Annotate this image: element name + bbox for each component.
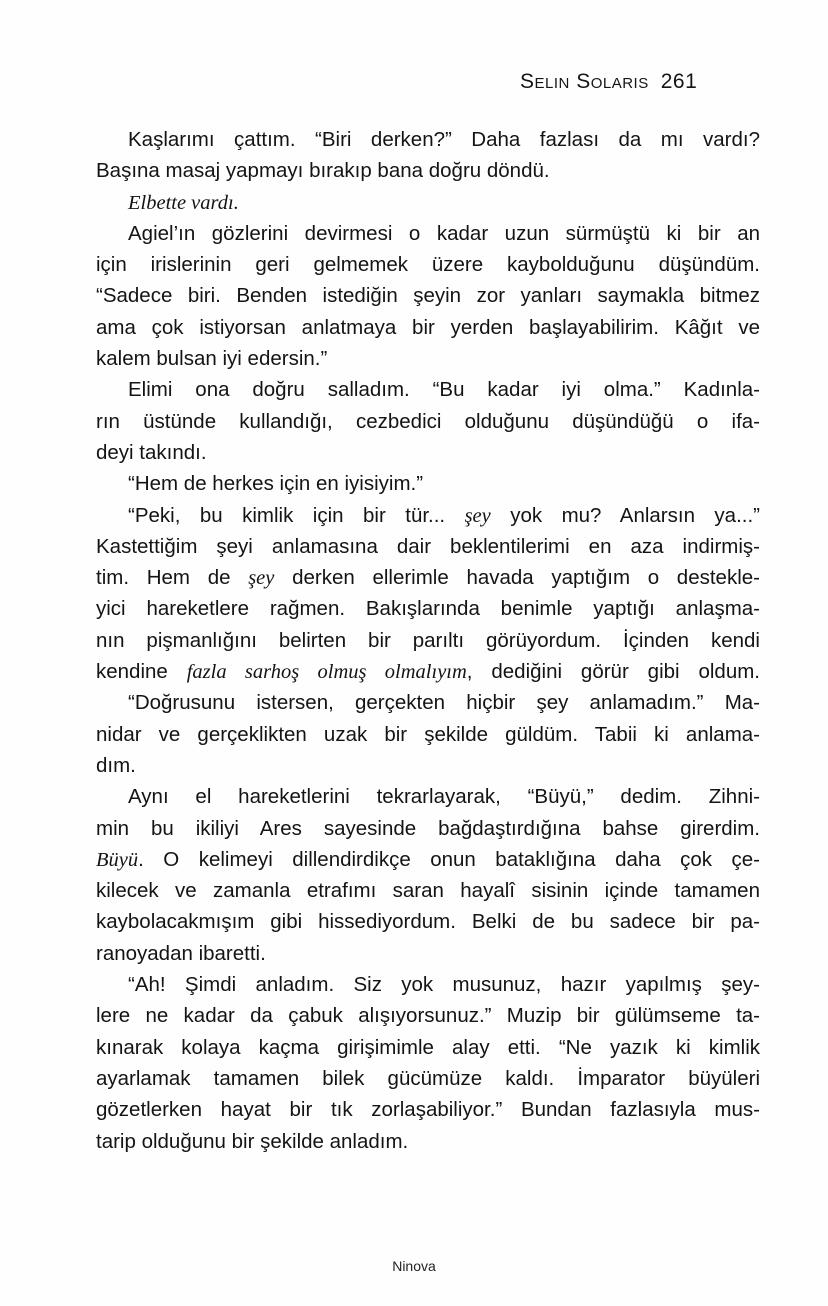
text-line: Kastettiğim şeyi anlamasına dair beklentilerimi en aza indirmiş- — [96, 534, 760, 558]
publisher-footer: Ninova — [392, 1258, 436, 1274]
emphasis-text: şey — [464, 504, 491, 527]
text-line: “Sadece biri. Benden istediğin şeyin zor yanları saymakla bitmez — [96, 284, 760, 308]
page-number: 261 — [660, 70, 698, 93]
text-line: tarip olduğunu bir şekilde anladım. — [96, 1129, 409, 1153]
text-line: “Peki, bu kimlik için bir tür... şey yok mu? Anlarsın ya...” — [128, 503, 760, 527]
text-line: gözetlerken hayat bir tık zorlaşabiliyor.” Bundan fazlasıyla mus- — [96, 1098, 760, 1122]
text-line: rın üstünde kullandığı, cezbedici olduğunu düşündüğü o ifa- — [96, 409, 760, 433]
text-line: “Doğrusunu istersen, gerçekten hiçbir şey anlamadım.” Ma- — [128, 691, 760, 715]
body-text — [96, 124, 760, 1157]
text-line: Başına masaj yapmayı bırakıp bana doğru döndü. — [96, 159, 550, 183]
text-line: Elimi ona doğru salladım. “Bu kadar iyi olma.” Kadınla- — [128, 378, 760, 402]
emphasis-text: Elbette vardı. — [128, 191, 239, 214]
text-line: Kaşlarımı çattım. “Biri derken?” Daha fazlası da mı vardı? — [128, 128, 760, 151]
text-line: min bu ikiliyi Ares sayesinde bağdaştırdığına bahse girerdim. — [96, 816, 760, 840]
text-line: dım. — [96, 753, 136, 777]
text-line: nın pişmanlığını belirten bir parıltı görüyordum. İçinden kendi — [96, 628, 760, 652]
text-line: Büyü. O kelimeyi dillendirdikçe onun bataklığına daha çok çe- — [96, 847, 760, 871]
text-line: “Ah! Şimdi anladım. Siz yok musunuz, hazır yapılmış şey- — [128, 973, 760, 997]
text-line: kendine fazla sarhoş olmuş olmalıyım, dediğini görür gibi oldum. — [96, 660, 760, 684]
text-line: kalem bulsan iyi edersin.” — [96, 347, 328, 371]
text-line: lere ne kadar da çabuk alışıyorsunuz.” Muzip bir gülümseme ta- — [96, 1004, 760, 1028]
running-header — [520, 70, 750, 94]
text-line: için irislerinin geri gelmemek üzere kaybolduğunu düşündüm. — [96, 253, 760, 277]
text-line: tim. Hem de şey derken ellerimle havada yaptığım o destekle- — [96, 566, 760, 590]
text-line: nidar ve gerçeklikten uzak bir şekilde güldüm. Tabii ki anlama- — [96, 722, 760, 746]
running-title: Selin Solaris — [520, 70, 649, 93]
text-line: “Hem de herkes için en iyisiyim.” — [128, 472, 424, 496]
text-line: kaybolacakmışım gibi hissediyordum. Belki de bu sadece bir pa- — [96, 910, 760, 934]
text-line: Aynı el hareketlerini tekrarlayarak, “Büyü,” dedim. Zihni- — [128, 785, 760, 809]
emphasis-text: Büyü — [96, 848, 139, 871]
text-line — [96, 187, 760, 218]
text-line: deyi takındı. — [96, 440, 207, 464]
text-line: ranoyadan ibaretti. — [96, 941, 266, 965]
text-line: Agiel’ın gözlerini devirmesi o kadar uzun sürmüştü ki bir an — [128, 221, 760, 245]
text-line: ayarlamak tamamen bilek gücümüze kaldı. İmparator büyüleri — [96, 1066, 760, 1090]
emphasis-text: şey — [248, 567, 275, 590]
text-line: kınarak kolaya kaçma girişimimle alay etti. “Ne yazık ki kimlik — [96, 1035, 760, 1059]
text-line: ama çok istiyorsan anlatmaya bir yerden başlayabilirim. Kâğıt ve — [96, 315, 760, 339]
text-line: yici hareketlere rağmen. Bakışlarında benimle yaptığı anlaşma- — [96, 597, 760, 621]
text-line: kilecek ve zamanla etrafımı saran hayalî sisinin içinde tamamen — [96, 879, 760, 903]
emphasis-text: fazla sarhoş olmuş olmalıyım — [186, 661, 467, 684]
